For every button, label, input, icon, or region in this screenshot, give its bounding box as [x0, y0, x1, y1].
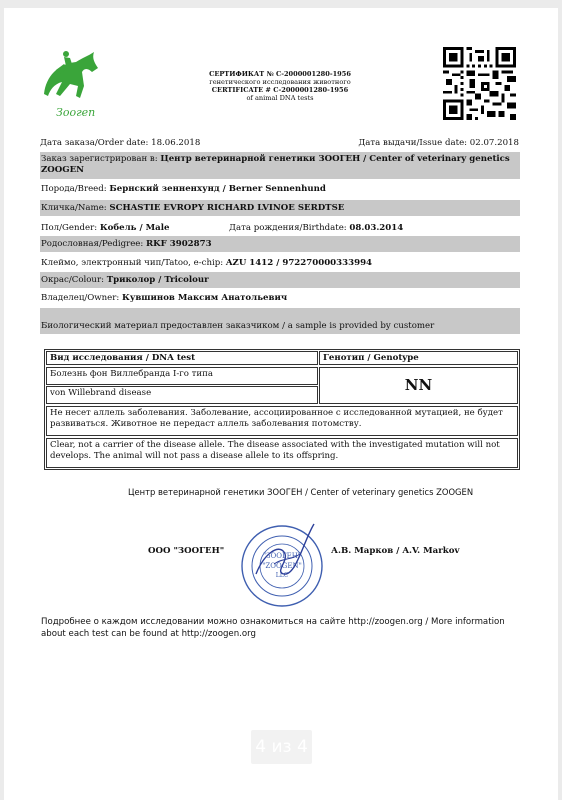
certificate-title-en: CERTIFICATE # C-2000001280-1956 [211, 86, 349, 94]
certificate-subtitle-ru: генетического исследования животного [209, 78, 351, 86]
order-date: Дата заказа/Order date: 18.06.2018 [40, 138, 201, 148]
company-name: ООО "ЗООГЕН" [148, 546, 225, 556]
svg-text:"ЗООГЕН": "ЗООГЕН" [262, 552, 302, 560]
certificate-title-ru: СЕРТИФИКАТ № C-2000001280-1956 [209, 70, 351, 78]
signer-name: А.В. Марков / A.V. Markov [331, 546, 460, 556]
result-en: Clear, not a carrier of the disease allele. The disease associated with the investigated mutation will not develops. The animal will not pass a disease allele to its offspring. [46, 438, 518, 468]
center-name: Центр ветеринарной генетики ЗООГЕН / Center of veterinary genetics ZOOGEN [128, 487, 474, 497]
breed-row [41, 184, 326, 195]
table-header-test: Вид исследования / DNA test [46, 351, 318, 365]
birthdate-value: 08.03.2014 [349, 223, 404, 233]
breed-value: Бернский зенненхунд / Berner Sennenhund [109, 184, 326, 194]
pedigree-value: RKF 3902873 [146, 239, 212, 249]
name-text [41, 203, 344, 214]
gender-value: Кобель / Male [99, 223, 170, 233]
owner-row [41, 293, 287, 304]
birthdate-label: Дата рождения/Birthdate: [229, 223, 347, 233]
genotype-value: NN [319, 367, 518, 404]
company-stamp [234, 514, 330, 610]
breed-label: Порода/Breed: [41, 184, 107, 194]
chip-row [41, 258, 372, 269]
registered-value: Центр ветеринарной генетики ЗООГЕН / Center of veterinary genetics ZOOGEN [41, 154, 510, 175]
test-name-ru: Болезнь фон Виллебранда I-го типа [46, 367, 318, 385]
svg-text:LLC: LLC [275, 572, 289, 579]
zoogen-logo [36, 46, 104, 120]
birthdate-row [229, 223, 403, 234]
qr-code-icon [443, 47, 516, 120]
issue-date: Дата выдачи/Issue date: 02.07.2018 [358, 138, 519, 148]
chip-value: AZU 1412 / 972270000333994 [225, 258, 373, 268]
colour-label: Окрас/Colour: [41, 275, 104, 285]
owner-label: Владелец/Owner: [41, 293, 120, 303]
result-ru: Не несет аллель заболевания. Заболевание, ассоциированное с исследованной мутацией, не будет развиваться. Животное не передаст аллель заболевания потомству. [46, 406, 518, 436]
colour-value: Триколор / Tricolour [106, 275, 209, 285]
certificate-heading [170, 70, 390, 102]
logo-text: Зоогеn [56, 106, 96, 119]
svg-text:"ZOOGEN": "ZOOGEN" [262, 562, 302, 570]
pedigree-text [41, 239, 212, 250]
gender-label: Пол/Gender: [41, 223, 98, 233]
chip-label: Клеймо, электронный чип/Tatoo, e-chip: [41, 258, 224, 268]
certificate-subtitle-en: of animal DNA tests [246, 94, 314, 102]
table-header-genotype: Генотип / Genotype [319, 351, 518, 365]
sample-note: Биологический материал предоставлен заказчиком / a sample is provided by customer [41, 321, 435, 331]
pedigree-label: Родословная/Pedigree: [41, 239, 144, 249]
owner-value: Кувшинов Максим Анатольевич [122, 293, 288, 303]
page-indicator: 4 из 4 [251, 730, 312, 764]
registered-label: Заказ зарегистрирован в: [41, 154, 158, 164]
name-label: Кличка/Name: [41, 203, 107, 213]
name-value: SCHASTIE EVROPY RICHARD LVINOE SERDTSE [109, 203, 345, 213]
registered-text [41, 154, 519, 176]
more-info: Подробнее о каждом исследовании можно ознакомиться на сайте http://zoogen.org / More information about each test can be found at http://zoogen.org [41, 617, 505, 639]
gender-row [41, 223, 169, 234]
test-name-en: von Willebrand disease [46, 386, 318, 404]
colour-text [41, 275, 209, 286]
